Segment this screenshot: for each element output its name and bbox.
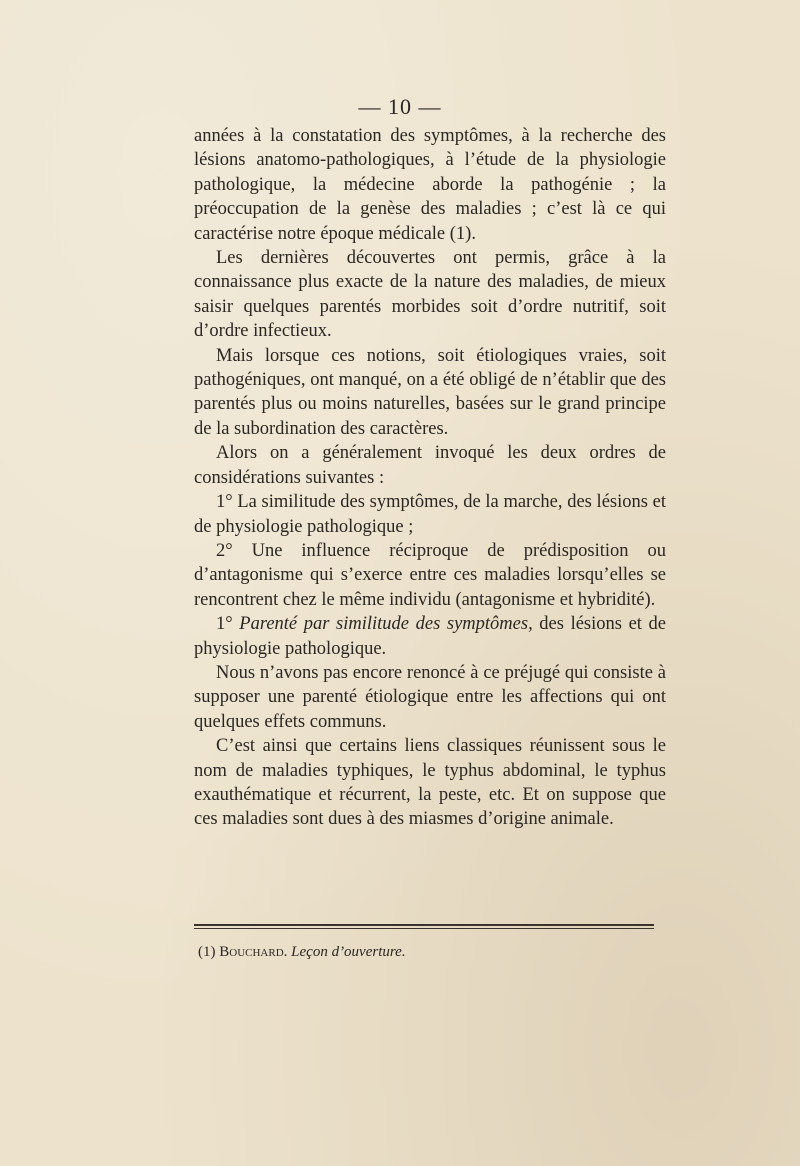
footnote-divider bbox=[194, 924, 654, 926]
footnote-author: Bouchard. bbox=[219, 944, 288, 960]
footnote-divider-thin bbox=[194, 928, 654, 929]
paragraph: Les dernières découvertes ont permis, grâce à la connaissance plus exacte de la nature des maladies, de mieux saisir quelques parentés morbides soit d’ordre nutritif, soit d’ordre infectieux. bbox=[194, 248, 666, 342]
page-number: — 10 — bbox=[358, 94, 442, 119]
list-item: 1° La similitude des symptômes, de la marche, des lésions et de physiologie pathologique ; bbox=[194, 492, 666, 537]
list-item: 2° Une influence réciproque de prédisposition ou d’antagonisme qui s’exerce entre ces maladies lorsqu’elles se rencontrent chez le même individu (antagonisme et hybridité). bbox=[194, 540, 666, 610]
footnote bbox=[198, 944, 406, 961]
paragraph: années à la constatation des symptômes, à la recherche des lésions anatomo-pathologiques, à l’étude de la physiologie pathologique, la médecine aborde la pathogénie ; la préoccupation de la genèse des maladies ; c’est là ce qui caractérise notre époque médicale (1). bbox=[194, 126, 666, 244]
footnote-title: Leçon d’ouverture. bbox=[291, 944, 406, 960]
section-title-rest: des lésions et de physiologie pathologique. bbox=[194, 614, 666, 659]
footnote-marker: (1) bbox=[198, 944, 216, 960]
paragraph: Nous n’avons pas encore renoncé à ce préjugé qui consiste à supposer une parenté étiologique entre les affections qui ont quelques effets communs. bbox=[194, 662, 666, 732]
section-heading bbox=[194, 612, 666, 661]
section-number: 1° bbox=[216, 614, 240, 635]
paragraph: Alors on a généralement invoqué les deux ordres de considérations suivantes : bbox=[194, 443, 666, 488]
paragraph: C’est ainsi que certains liens classiques réunissent sous le nom de maladies typhiques, le typhus abdominal, le typhus exauthématique et récurrent, la peste, etc. Et on suppose que ces maladies sont dues à des miasmes d’origine animale. bbox=[194, 736, 666, 830]
body-text bbox=[194, 124, 666, 832]
section-title: Parenté par similitude des symptômes, bbox=[239, 614, 533, 635]
paragraph: Mais lorsque ces notions, soit étiologiques vraies, soit pathogéniques, ont manqué, on a été obligé de n’établir que des parentés plus ou moins naturelles, basées sur le grand principe de la subordination des caractères. bbox=[194, 345, 666, 439]
